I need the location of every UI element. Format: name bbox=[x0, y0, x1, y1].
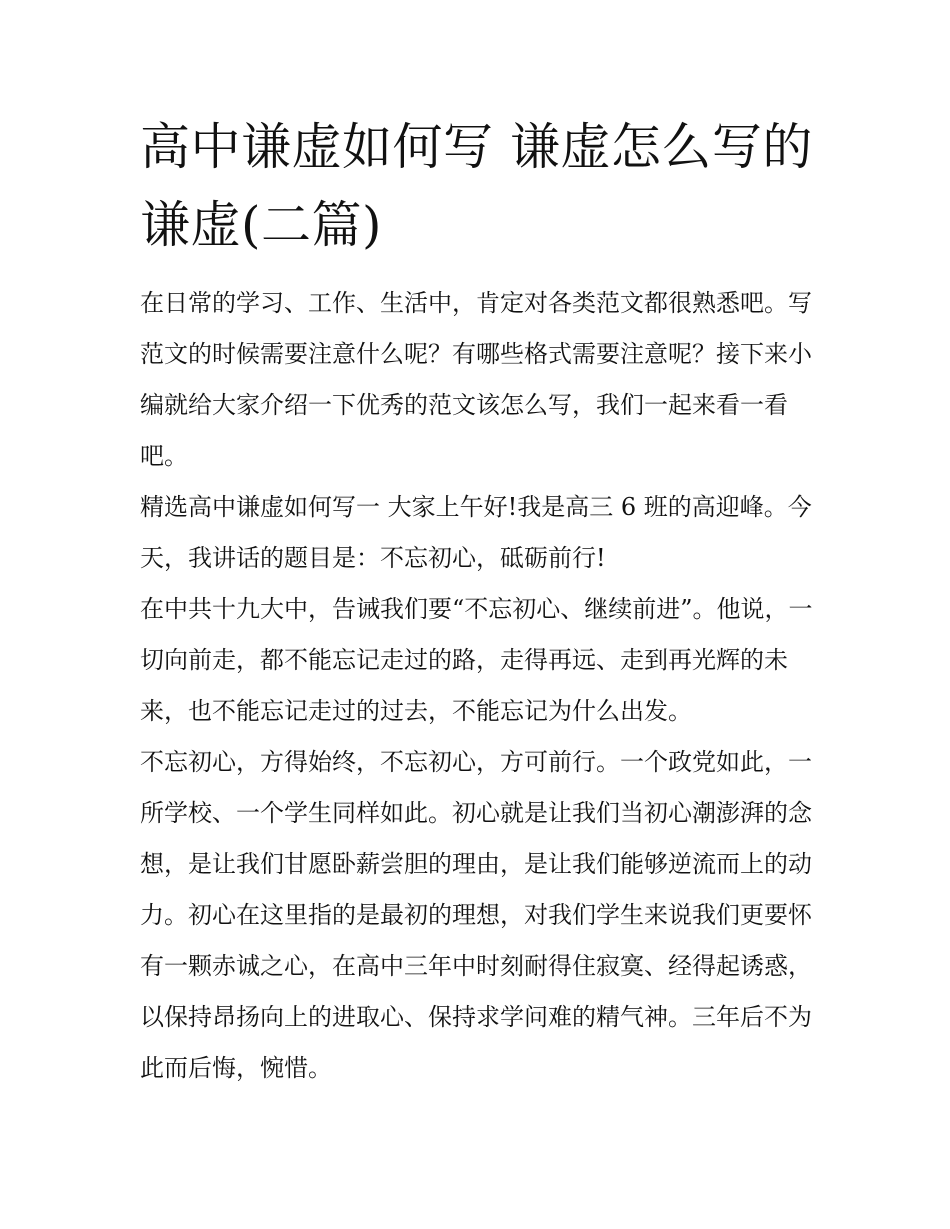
paragraph-greeting: 精选高中谦虚如何写一 大家上午好!我是高三 6 班的高迎峰。今天，我讲话的题目是：不忘初心，砥砺前行! bbox=[140, 493, 812, 572]
paragraph-intro: 在日常的学习、工作、生活中，肯定对各类范文都很熟悉吧。写范文的时候需要注意什么呢？有哪些格式需要注意呢？接下来小编就给大家介绍一下优秀的范文该怎么写，我们一起来看一看吧。 bbox=[140, 289, 812, 470]
paragraph-original-aspiration: 不忘初心，方得始终，不忘初心，方可前行。一个政党如此，一所学校、一个学生同样如此。初心就是让我们当初心潮澎湃的念想，是让我们甘愿卧薪尝胆的理由，是让我们能够逆流而上的动力。初心在这里指的是最初的理想，对我们学生来说我们更要怀有一颗赤诚之心，在高中三年中时刻耐得住寂寞、经得起诱惑，以保持昂扬向上的进取心、保持求学问难的精气神。三年后不为此而后悔，惋惜。 bbox=[140, 748, 812, 1082]
document-title: 高中谦虚如何写 谦虚怎么写的谦虚(二篇) bbox=[140, 118, 813, 254]
paragraph-congress: 在中共十九大中，告诫我们要“不忘初心、继续前进”。他说，一切向前走，都不能忘记走过的路，走得再远、走到再光辉的未来，也不能忘记走过的过去，不能忘记为什么出发。 bbox=[140, 595, 813, 725]
document-content bbox=[140, 108, 820, 1094]
document-body bbox=[140, 278, 820, 1094]
